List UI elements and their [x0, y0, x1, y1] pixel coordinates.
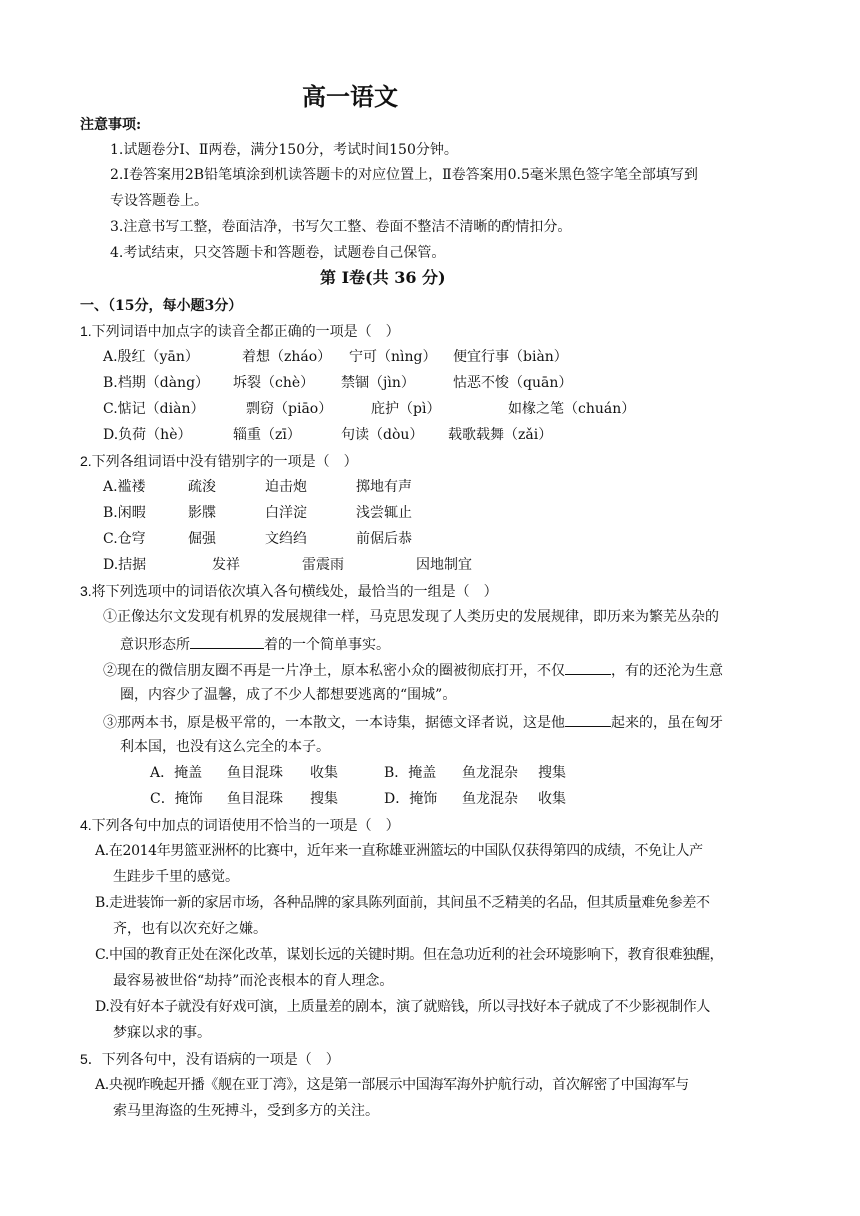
option-item: 禁锢（jìn） [341, 375, 415, 391]
question-5-option-a: A.央视昨晚起开播《舰在亚丁湾》，这是第一部展示中国海军海外护航行动，首次解密了中国海军与 [95, 1077, 689, 1093]
option-item: C.惦记（diàn） [103, 401, 205, 417]
section-one-header: 一、（15分，每小题3分） [80, 298, 243, 314]
notice-heading: 注意事项: [80, 117, 142, 133]
option-item: 便宜行事（biàn） [453, 349, 568, 365]
fill-blank [565, 712, 611, 727]
sentence-text: 起来的，虽在匈牙 [611, 715, 723, 731]
option-item: 搜集 [310, 791, 338, 807]
option-item: 收集 [538, 791, 566, 807]
part-one-header: 第 Ⅰ卷(共 36 分) [320, 268, 446, 287]
question-5-stem: 5．下列各句中，没有语病的一项是（ ） [80, 1051, 340, 1067]
option-item: 疏浚 [188, 479, 216, 495]
sentence-text: ③那两本书，原是极平常的，一本散文，一本诗集，据德文译者说，这是他 [103, 715, 565, 731]
option-item: 鱼目混珠 [227, 791, 283, 807]
option-item: 辎重（zī） [233, 427, 301, 443]
question-4-option-b-continued: 齐，也有以次充好之嫌。 [113, 921, 267, 937]
option-item: 迫击炮 [265, 479, 307, 495]
question-4-option-d: D.没有好本子就没有好戏可演，上质量差的剧本，演了就赔钱，所以寻找好本子就成了不少影视制作人 [95, 999, 711, 1015]
fill-blank [190, 634, 264, 649]
option-item: 收集 [310, 765, 338, 781]
option-item: 雷震雨 [302, 557, 344, 573]
option-item: 发祥 [212, 557, 240, 573]
question-3-sentence-3 [103, 712, 723, 732]
option-item: 前倨后恭 [356, 531, 412, 547]
question-4-option-c-continued: 最容易被世俗“劫持”而沦丧根本的育人理念。 [113, 973, 394, 989]
question-4-stem: 4.下列各句中加点的词语使用不恰当的一项是（ ） [80, 817, 400, 833]
question-3-sentence-3-continued: 利本国，也没有这么完全的本子。 [120, 739, 330, 755]
option-item: B．掩盖 [384, 765, 437, 781]
option-item: 句读（dòu） [341, 427, 424, 443]
question-4-option-d-continued: 梦寐以求的事。 [113, 1025, 211, 1041]
option-item: 白洋淀 [265, 505, 307, 521]
question-3-sentence-1: ①正像达尔文发现有机界的发展规律一样，马克思发现了人类历史的发展规律，即历来为繁芜丛杂的 [103, 609, 719, 625]
fill-blank [565, 660, 611, 675]
option-item: 着想（zháo） [242, 349, 332, 365]
notice-item: 3.注意书写工整，卷面洁净，书写欠工整、卷面不整洁不清晰的酌情扣分。 [110, 219, 572, 235]
question-3-sentence-2 [103, 660, 723, 680]
question-3-sentence-1-continued [120, 634, 390, 654]
option-item: 掷地有声 [356, 479, 412, 495]
option-item: 因地制宜 [416, 557, 472, 573]
option-item: 影牒 [188, 505, 216, 521]
option-item: A.殷红（yān） [103, 349, 199, 365]
option-item: 坼裂（chè） [233, 375, 315, 391]
notice-item-continued: 专设答题卷上。 [110, 193, 208, 209]
sentence-text: ，有的还沦为生意 [611, 663, 723, 679]
question-4-option-b: B.走进装饰一新的家居市场，各种品牌的家具陈列面前，其间虽不乏精美的名品，但其质量难免参差不 [95, 895, 710, 911]
option-item: 搜集 [538, 765, 566, 781]
option-item: A.褴褛 [103, 479, 146, 495]
sentence-text: 着的一个简单事实。 [264, 637, 390, 653]
option-item: 鱼龙混杂 [462, 765, 518, 781]
page-title: 高一语文 [302, 83, 398, 111]
option-item: 鱼目混珠 [227, 765, 283, 781]
option-item: 浅尝辄止 [356, 505, 412, 521]
option-item: 怙恶不悛（quān） [453, 375, 573, 391]
notice-item: 1.试题卷分Ⅰ、Ⅱ两卷，满分150分，考试时间150分钟。 [110, 142, 458, 158]
option-item: D.拮据 [103, 557, 147, 573]
option-item: A．掩盖 [150, 765, 203, 781]
notice-item: 2.Ⅰ卷答案用2B铅笔填涂到机读答题卡的对应位置上，Ⅱ卷答案用0.5毫米黑色签字笔全部填写到 [110, 167, 698, 183]
option-item: C.仓穹 [103, 531, 146, 547]
option-item: 倔强 [188, 531, 216, 547]
option-item: 剽窃（piāo） [246, 401, 333, 417]
question-2-stem: 2.下列各组词语中没有错别字的一项是（ ） [80, 453, 358, 469]
question-4-option-c: C.中国的教育正处在深化改革，谋划长远的关键时期。但在急功近利的社会环境影响下，教育很难独醒， [95, 947, 724, 963]
question-3-sentence-2-continued: 圈，内容少了温馨，成了不少人都想要逃离的“围城”。 [120, 687, 457, 703]
question-3-stem: 3.将下列选项中的词语依次填入各句横线处，最恰当的一组是（ ） [80, 583, 498, 599]
option-item: B.档期（dàng） [103, 375, 210, 391]
option-item: 宁可（nìng） [349, 349, 437, 365]
option-item: 庇护（pì） [371, 401, 441, 417]
question-1-stem: 1.下列词语中加点字的读音全都正确的一项是（ ） [80, 323, 400, 339]
option-item: D.负荷（hè） [103, 427, 192, 443]
option-item: 文绉绉 [265, 531, 307, 547]
question-4-option-a-continued: 生跬步千里的感觉。 [113, 869, 239, 885]
option-item: D．掩饰 [384, 791, 438, 807]
option-item: 鱼龙混杂 [462, 791, 518, 807]
option-item: C．掩饰 [150, 791, 203, 807]
option-item: B.闲暇 [103, 505, 146, 521]
sentence-text: 意识形态所 [120, 637, 190, 653]
option-item: 载歌载舞（zǎi） [448, 427, 553, 443]
notice-item: 4.考试结束，只交答题卡和答题卷，试题卷自己保管。 [110, 245, 446, 261]
question-5-option-a-continued: 索马里海盗的生死搏斗，受到多方的关注。 [113, 1103, 379, 1119]
sentence-text: ②现在的微信朋友圈不再是一片净土，原本私密小众的圈被彻底打开，不仅 [103, 663, 565, 679]
option-item: 如椽之笔（chuán） [508, 401, 636, 417]
question-4-option-a: A.在2014年男篮亚洲杯的比赛中，近年来一直称雄亚洲篮坛的中国队仅获得第四的成绩，不免让人产 [95, 843, 703, 859]
